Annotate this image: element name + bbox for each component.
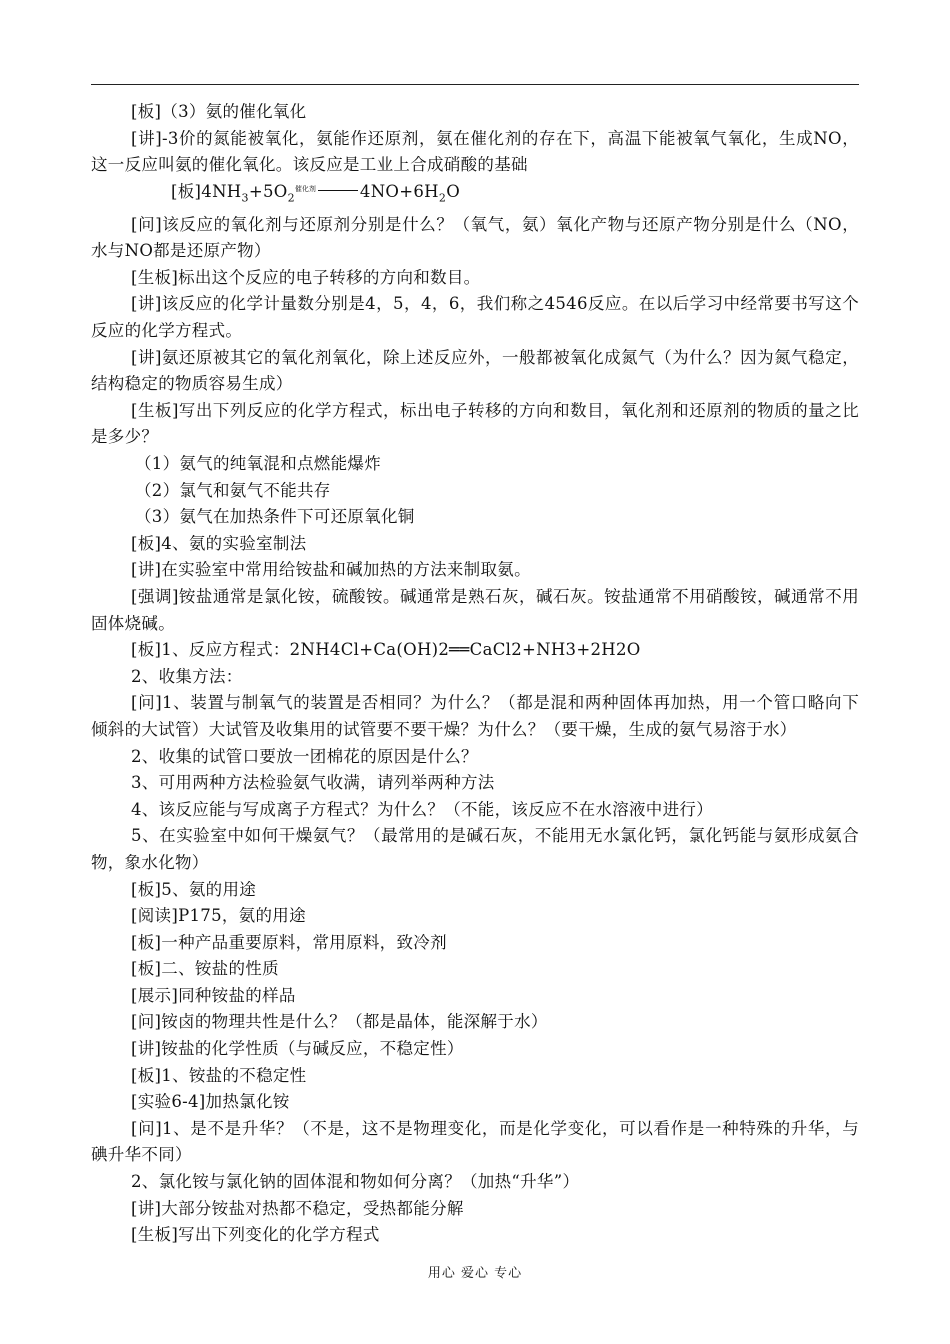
page-footer: 用心 爱心 专心 [427,1266,523,1281]
paragraph: [讲]大部分铵盐对热都不稳定，受热都能分解 [131,1198,464,1218]
equation-prefix: [板]4NH [171,181,242,201]
equation-equals-line [318,190,358,191]
list-item: （1）氨气的纯氧混和点燃能爆炸 [135,454,381,474]
equation-subscript: 2 [438,191,447,205]
equation-catalyst: 催化剂 [294,184,316,193]
paragraph: [讲]氨还原被其它的氧化剂氧化，除上述反应外，一般都被氧化成氮气（为什么？因为氮气稳定，结构稳定的物质容易生成） [91,347,859,394]
paragraph: [强调]铵盐通常是氯化铵，硫酸铵。碱通常是熟石灰，碱石灰。铵盐通常不用硝酸铵，碱通常不用固体烧碱。 [91,586,859,633]
paragraph: [讲]铵盐的化学性质（与碱反应，不稳定性） [131,1039,464,1059]
paragraph: [生板]写出下列反应的化学方程式，标出电子转移的方向和数目，氧化剂和还原剂的物质的量之比是多少？ [91,400,859,447]
paragraph: [板]4、氨的实验室制法 [131,533,307,553]
paragraph: [讲]-3价的氮能被氧化，氨能作还原剂，氨在催化剂的存在下，高温下能被氧气氧化，生成NO，这一反应叫氨的催化氧化。该反应是工业上合成硝酸的基础 [91,128,859,175]
paragraph: [板]1、反应方程式：2NH4Cl+Ca(OH)2══CaCl2+NH3+2H2O [131,640,641,660]
list-item: （2）氯气和氨气不能共存 [135,480,331,500]
paragraph: [实验6-4]加热氯化铵 [131,1092,290,1112]
paragraph: [问]该反应的氧化剂与还原剂分别是什么？（氧气，氨）氧化产物与还原产物分别是什么（NO，水与NO都是还原产物） [91,214,859,261]
paragraph: [板]一种产品重要原料，常用原料，致冷剂 [131,932,447,952]
paragraph: 5、在实验室中如何干燥氨气？（最常用的是碱石灰，不能用无水氯化钙，氯化钙能与氨形成氨合物，象水化物） [91,826,859,872]
paragraph: 2、氯化铵与氯化钠的固体混和物如何分离？（加热“升华”） [131,1172,580,1192]
header-rule [91,84,859,85]
paragraph: [问]1、装置与制氧气的装置是否相同？为什么？（都是混和两种固体再加热，用一个管口略向下倾斜的大试管）大试管及收集用的试管要不要干燥？为什么？（要干燥，生成的氨气易溶于水） [91,693,859,739]
paragraph: [讲]在实验室中常用给铵盐和碱加热的方法来制取氨。 [131,560,531,580]
document-body [91,99,859,1249]
equation-products: 4NO+6H [359,181,439,201]
paragraph: 2、收集方法： [131,666,243,686]
equation-end: O [446,181,461,201]
paragraph: 3、可用两种方法检验氨气收满，请列举两种方法 [131,773,495,793]
paragraph: [板]5、氨的用途 [131,879,257,899]
paragraph: [板]二、铵盐的性质 [131,959,279,979]
paragraph: 2、收集的试管口要放一团棉花的原因是什么？ [131,746,478,766]
equation-subscript: 3 [241,191,249,205]
equation-line [91,179,859,212]
paragraph: 4、该反应能与写成离子方程式？为什么？（不能，该反应不在水溶液中进行） [131,799,713,819]
paragraph: [讲]该反应的化学计量数分别是4，5，4，6，我们称之4546反应。在以后学习中经常要书写这个反应的化学方程式。 [91,294,859,341]
paragraph: [阅读]P175，氨的用途 [131,906,306,926]
paragraph: [展示]同种铵盐的样品 [131,985,296,1005]
paragraph: [问]1、是不是升华？（不是，这不是物理变化，而是化学变化，可以看作是一种特殊的升华，与碘升华不同） [91,1118,859,1165]
paragraph: [板]1、铵盐的不稳定性 [131,1065,307,1085]
paragraph: [板]（3）氨的催化氧化 [131,102,307,121]
paragraph: [问]铵卤的物理共性是什么？（都是晶体，能深解于水） [131,1012,548,1032]
equation-oxygen: +5O [248,181,288,201]
equation-subscript: 2 [287,191,295,205]
list-item: （3）氨气在加热条件下可还原氧化铜 [135,507,415,527]
paragraph: [生板]写出下列变化的化学方程式 [131,1225,380,1245]
paragraph: [生板]标出这个反应的电子转移的方向和数目。 [131,267,481,287]
